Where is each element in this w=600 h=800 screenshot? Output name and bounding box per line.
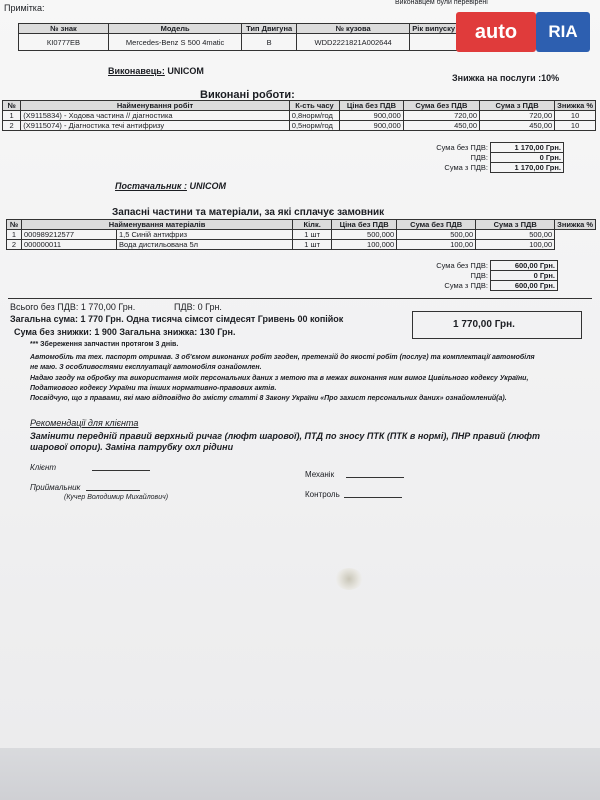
vehicle-col: Модель	[108, 24, 241, 34]
client-signature-line	[92, 470, 150, 471]
parts-cell: 1,5 Синій антифриз	[117, 230, 293, 240]
works-cell: 720,00	[480, 111, 555, 121]
table-row	[7, 230, 596, 240]
logo-ria: RIA	[536, 12, 590, 52]
without-discount: Сума без знижки: 1 900 Загальна знижка: 130 Грн.	[14, 327, 236, 337]
paper-stain	[335, 568, 363, 590]
all-without-vat: Всього без ПДВ: 1 770,00 Грн.	[10, 302, 136, 312]
vehicle-col: № знак	[19, 24, 109, 34]
works-total-label: Сума з ПДВ:	[444, 163, 488, 172]
total-line: Загальна сума: 1 770 Грн. Одна тисяча сімсот сімдесят Гривень 00 копійок	[10, 314, 344, 324]
parts-cell: 100,00	[476, 240, 555, 250]
mechanic-signature-label: Механік	[305, 470, 335, 479]
works-col: Сума без ПДВ	[403, 101, 479, 111]
contractor-line	[108, 66, 204, 76]
parts-cell: 100,000	[332, 240, 397, 250]
parts-col: Сума без ПДВ	[397, 220, 476, 230]
parts-totals	[420, 260, 558, 291]
parts-cell: 1	[7, 230, 22, 240]
parts-cell: 100,00	[397, 240, 476, 250]
vehicle-col: Рік випуску	[410, 24, 458, 34]
works-col: Найменування робіт	[21, 101, 290, 111]
works-cell: 900,000	[340, 111, 404, 121]
works-cell: 720,00	[403, 111, 479, 121]
vehicle-engine: B	[242, 34, 297, 51]
works-cell: 450,00	[480, 121, 555, 131]
autoria-watermark-logo	[456, 12, 590, 52]
parts-col: №	[7, 220, 22, 230]
parts-col: Кілк.	[293, 220, 332, 230]
receiver-signature-line	[86, 490, 140, 491]
parts-cell: 500,00	[397, 230, 476, 240]
total-box-value: 1 770,00 Грн.	[453, 319, 515, 330]
table-surface	[0, 748, 600, 800]
legal-line: Податкового кодексу України та інших нормативно-правових актів.	[30, 385, 277, 392]
legal-line: не маю. З особливостями експлуатації автомобіля ознайомлен.	[30, 364, 262, 371]
works-col: Знижка %	[555, 101, 596, 111]
logo-auto: auto	[456, 12, 536, 52]
control-signature-line	[344, 497, 402, 498]
supplier-line	[115, 181, 226, 191]
works-cell: 10	[555, 111, 596, 121]
parts-total-value: 600,00 Грн.	[491, 281, 558, 291]
parts-total-label: Сума без ПДВ:	[436, 261, 488, 270]
parts-cell: Вода дистильована 5л	[117, 240, 293, 250]
parts-cell: 000000011	[22, 240, 117, 250]
table-row	[3, 111, 596, 121]
parts-col: Знижка %	[555, 220, 596, 230]
contractor-label: Виконавець:	[108, 66, 165, 76]
parts-total-label: ПДВ:	[470, 271, 488, 280]
receiver-name: (Кучер Володимир Михайлович)	[64, 494, 169, 501]
parts-total-label: Сума з ПДВ:	[444, 281, 488, 290]
parts-cell: 2	[7, 240, 22, 250]
total-box	[412, 311, 582, 339]
works-col: К-сть часу	[289, 101, 339, 111]
receiver-signature-label: Приймальник	[30, 483, 81, 492]
works-col: Ціна без ПДВ	[340, 101, 404, 111]
vehicle-col: Тип Двигуна	[242, 24, 297, 34]
parts-title: Запасні частини та матеріали, за які сплачує замовник	[112, 207, 385, 218]
table-row	[3, 121, 596, 131]
parts-table	[6, 219, 596, 250]
works-cell: 1	[3, 111, 21, 121]
parts-cell: 500,000	[332, 230, 397, 240]
works-col: №	[3, 101, 21, 111]
parts-total-value: 600,00 Грн.	[491, 261, 558, 271]
top-right-text: Виконавцем були перевірені	[395, 0, 488, 6]
works-table	[2, 100, 596, 131]
parts-cell: 1 шт	[293, 240, 332, 250]
works-total-value: 1 170,00 Грн.	[491, 143, 564, 153]
mechanic-signature-line	[346, 477, 404, 478]
works-cell: 0,8норм/год	[289, 111, 339, 121]
parts-cell: 000989212577	[22, 230, 117, 240]
client-signature-label: Клієнт	[30, 463, 57, 472]
works-cell: 450,00	[403, 121, 479, 131]
vehicle-col: № кузова	[297, 24, 410, 34]
services-discount: Знижка на послуги :10%	[452, 73, 560, 83]
works-cell: 2	[3, 121, 21, 131]
works-totals	[430, 142, 564, 173]
vehicle-plate: КІ0777ЕВ	[19, 34, 109, 51]
parts-cell: 500,00	[476, 230, 555, 240]
recommendation-line: шарової опори). Заміна патрубку охл рідини	[30, 442, 234, 452]
works-total-value: 0 Грн.	[491, 153, 564, 163]
vehicle-model: Mercedes-Benz S 500 4matic	[108, 34, 241, 51]
parts-cell: 1 шт	[293, 230, 332, 240]
supplier-name: UNICOM	[189, 181, 226, 191]
works-cell: 900,000	[340, 121, 404, 131]
legal-line: Надаю згоду на обробку та використання моїх персональних даних з метою та в межах виконання ним вимог Цивільного кодексу України,	[30, 375, 529, 382]
works-cell: 0,5норм/год	[289, 121, 339, 131]
works-total-label: ПДВ:	[470, 153, 488, 162]
divider	[8, 298, 592, 299]
legal-line: Автомобіль та тех. паспорт отримав. З об'ємом виконаних робіт згоден, претензій до якості робіт (послуг) та комплектації автомобіля	[30, 354, 535, 361]
works-total-value: 1 170,00 Грн.	[491, 163, 564, 173]
vehicle-table	[18, 23, 458, 51]
works-cell: (Х9115834) - Ходова частина // діагностика	[21, 111, 290, 121]
note-label: Примітка:	[4, 3, 45, 13]
works-title: Виконані роботи:	[200, 89, 295, 101]
vehicle-year	[410, 34, 458, 51]
summary-vat: ПДВ: 0 Грн.	[174, 302, 222, 312]
vehicle-vin: WDD2221821A002644	[297, 34, 410, 51]
supplier-label: Постачальник :	[115, 181, 187, 191]
recommendation-line: Замінити передній правий верхный ричаг (люфт шарової), ПТД по зносу ПТК (ПТК в нормі), ПНР правий (люфт	[30, 431, 540, 441]
parts-total-value: 0 Грн.	[491, 271, 558, 281]
legal-line: Посвідчую, що з правами, які маю відповідно до змісту статті 8 Закону України «Про захист персональних даних» ознайомлений(а).	[30, 395, 507, 402]
works-total-label: Сума без ПДВ:	[436, 143, 488, 152]
recommendations-title: Рекомендації для клієнта	[30, 418, 139, 428]
contractor-name: UNICOM	[167, 66, 204, 76]
control-signature-label: Контроль	[305, 490, 340, 499]
works-cell: (Х9115074) - Діагностика течі антифризу	[21, 121, 290, 131]
table-row	[7, 240, 596, 250]
parts-col: Ціна без ПДВ	[332, 220, 397, 230]
storage-note: *** Збереження запчастин протягом 3 днів.	[30, 341, 179, 348]
parts-col: Сума з ПДВ	[476, 220, 555, 230]
parts-col: Найменування матеріалів	[22, 220, 293, 230]
works-col: Сума з ПДВ	[480, 101, 555, 111]
works-cell: 10	[555, 121, 596, 131]
